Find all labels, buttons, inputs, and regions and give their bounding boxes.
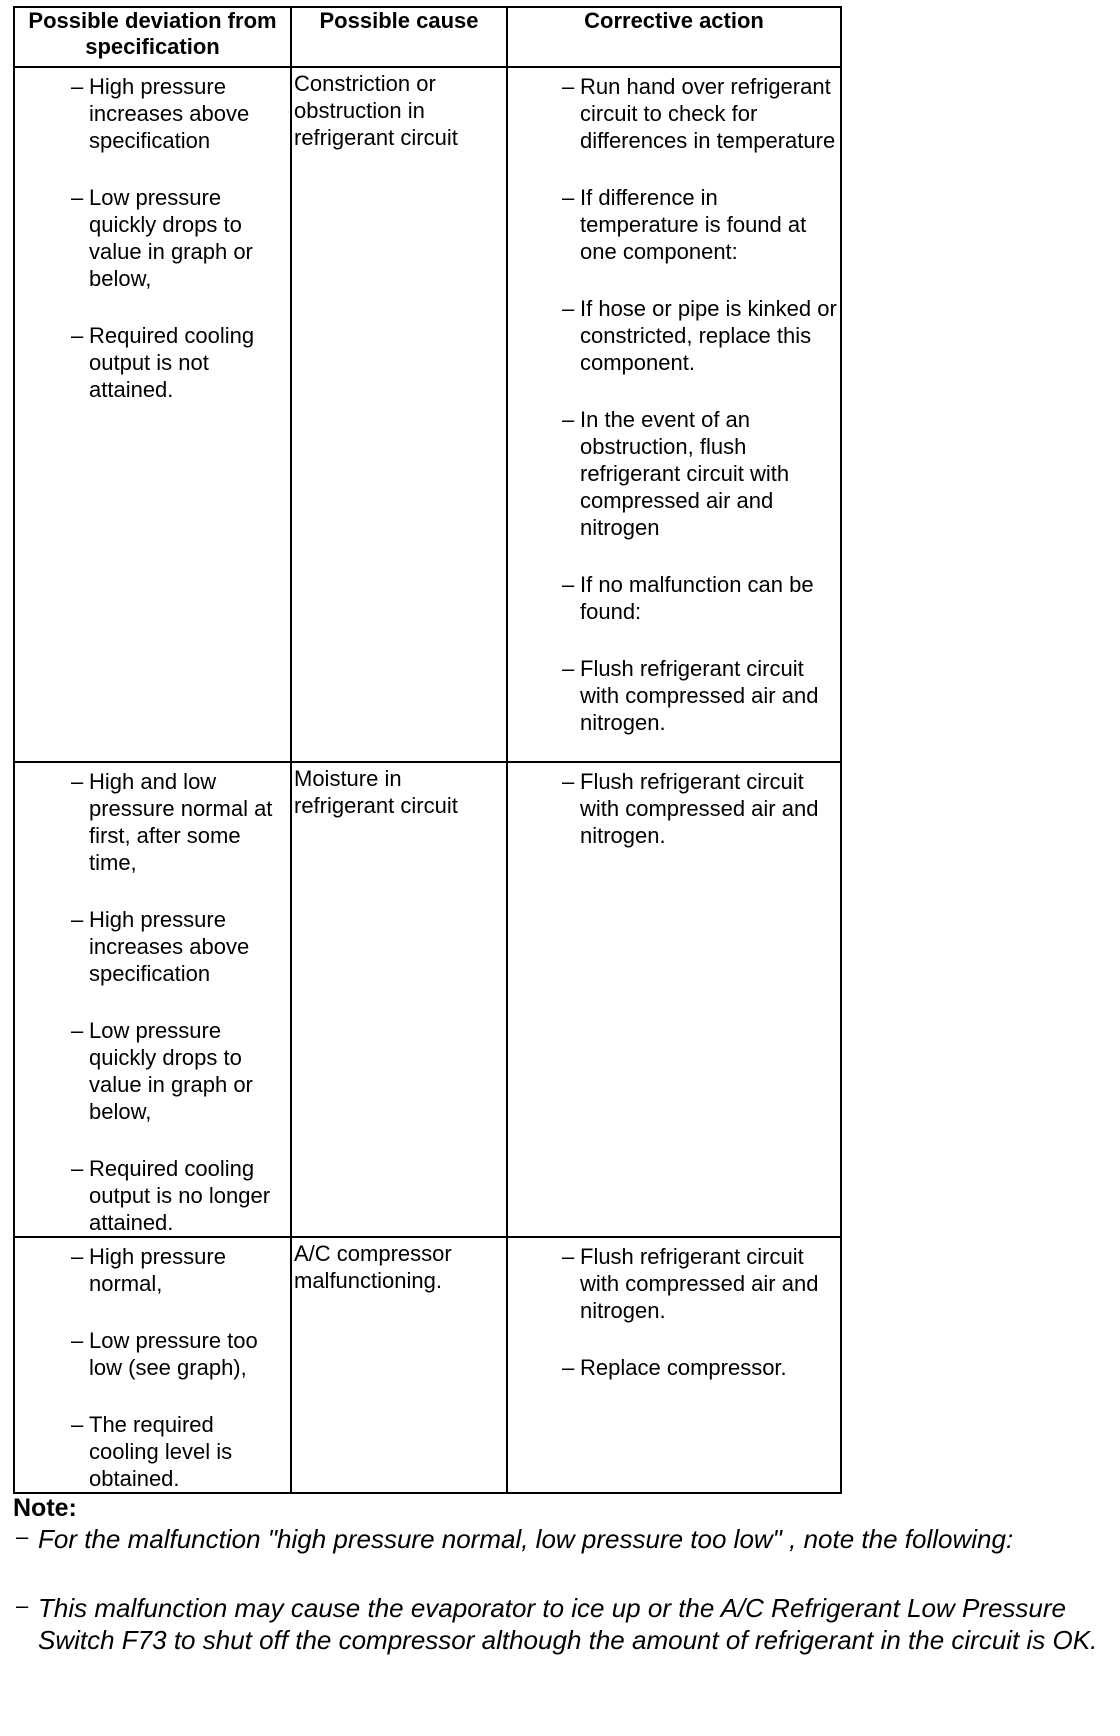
header-action: Corrective action — [507, 7, 841, 67]
table-row — [14, 762, 841, 1237]
dash-icon: – — [562, 296, 575, 321]
action-cell — [507, 67, 841, 762]
dash-icon: – — [71, 769, 84, 794]
dash-icon: – — [562, 74, 575, 99]
cause-cell — [291, 762, 507, 1237]
note-item — [13, 1592, 1108, 1656]
deviation-list — [15, 763, 290, 1236]
deviation-list — [15, 68, 290, 403]
list-item: – Low pressure quickly drops to value in graph or below, — [71, 185, 253, 291]
action-list — [508, 1238, 840, 1381]
dash-icon: – — [71, 323, 84, 348]
deviation-cell — [14, 762, 291, 1237]
note-text: For the malfunction "high pressure normal, low pressure too low" , note the following: — [38, 1524, 1014, 1554]
deviation-list — [15, 1238, 290, 1492]
dash-icon: – — [562, 769, 575, 794]
list-item: – If difference in temperature is found at one component: — [562, 185, 807, 264]
dash-icon: – — [71, 1328, 84, 1353]
list-item: – The required cooling level is obtained. — [71, 1412, 233, 1491]
cause-cell — [291, 1237, 507, 1493]
dash-icon: – — [562, 656, 575, 681]
cause-text: A/C compressor malfunctioning. — [294, 1241, 452, 1293]
dash-icon: – — [71, 1156, 84, 1181]
deviation-cell — [14, 67, 291, 762]
list-item: – Flush refrigerant circuit with compressed air and nitrogen. — [562, 769, 819, 848]
list-item: – High pressure increases above specification — [71, 907, 250, 986]
list-item: – High and low pressure normal at first, after some time, — [71, 769, 273, 875]
dash-icon: – — [71, 1018, 84, 1043]
dash-icon: – — [71, 1244, 84, 1269]
dash-icon: – — [562, 185, 575, 210]
note-section — [13, 1493, 1108, 1656]
dash-icon: – — [71, 74, 84, 99]
dash-icon: – — [71, 907, 84, 932]
table-row — [14, 1237, 841, 1493]
dash-icon: – — [562, 1244, 575, 1269]
dash-icon: – — [71, 185, 84, 210]
table-row — [14, 67, 841, 762]
dash-icon: – — [562, 407, 575, 432]
list-item: – If no malfunction can be found: — [562, 572, 814, 624]
list-item: – Run hand over refrigerant circuit to check for differences in temperature — [562, 74, 836, 153]
cause-text: Constriction or obstruction in refrigerant circuit — [294, 71, 458, 150]
cause-cell — [291, 67, 507, 762]
header-deviation: Possible deviation from specification — [14, 7, 291, 67]
deviation-cell — [14, 1237, 291, 1493]
list-item: – Required cooling output is not attained. — [71, 323, 255, 402]
list-item: – Replace compressor. — [562, 1355, 787, 1380]
dash-icon: – — [562, 1355, 575, 1380]
list-item: – In the event of an obstruction, flush refrigerant circuit with compressed air and nitrogen — [562, 407, 790, 540]
dash-icon: – — [16, 1593, 29, 1618]
note-item — [13, 1523, 1108, 1555]
note-text: This malfunction may cause the evaporator to ice up or the A/C Refrigerant Low Pressure Switch F73 to shut off the compressor although the amount of refrigerant in the circuit is OK. — [38, 1593, 1098, 1655]
action-list — [508, 763, 840, 849]
list-item: – High pressure normal, — [71, 1244, 226, 1296]
troubleshooting-table — [13, 6, 842, 1494]
cause-text: Moisture in refrigerant circuit — [294, 766, 458, 818]
list-item: – Low pressure too low (see graph), — [71, 1328, 258, 1380]
table-header-row — [14, 7, 841, 67]
dash-icon: – — [562, 572, 575, 597]
note-title: Note: — [13, 1494, 77, 1522]
header-cause: Possible cause — [291, 7, 507, 67]
list-item: – If hose or pipe is kinked or constricted, replace this component. — [562, 296, 837, 375]
list-item: – Flush refrigerant circuit with compressed air and nitrogen. — [562, 1244, 819, 1323]
list-item: – Flush refrigerant circuit with compressed air and nitrogen. — [562, 656, 819, 735]
dash-icon: – — [16, 1524, 29, 1549]
action-cell — [507, 762, 841, 1237]
list-item: – Low pressure quickly drops to value in graph or below, — [71, 1018, 253, 1124]
list-item: – Required cooling output is no longer attained. — [71, 1156, 271, 1235]
action-list — [508, 68, 840, 736]
dash-icon: – — [71, 1412, 84, 1437]
list-item: – High pressure increases above specification — [71, 74, 250, 153]
action-cell — [507, 1237, 841, 1493]
